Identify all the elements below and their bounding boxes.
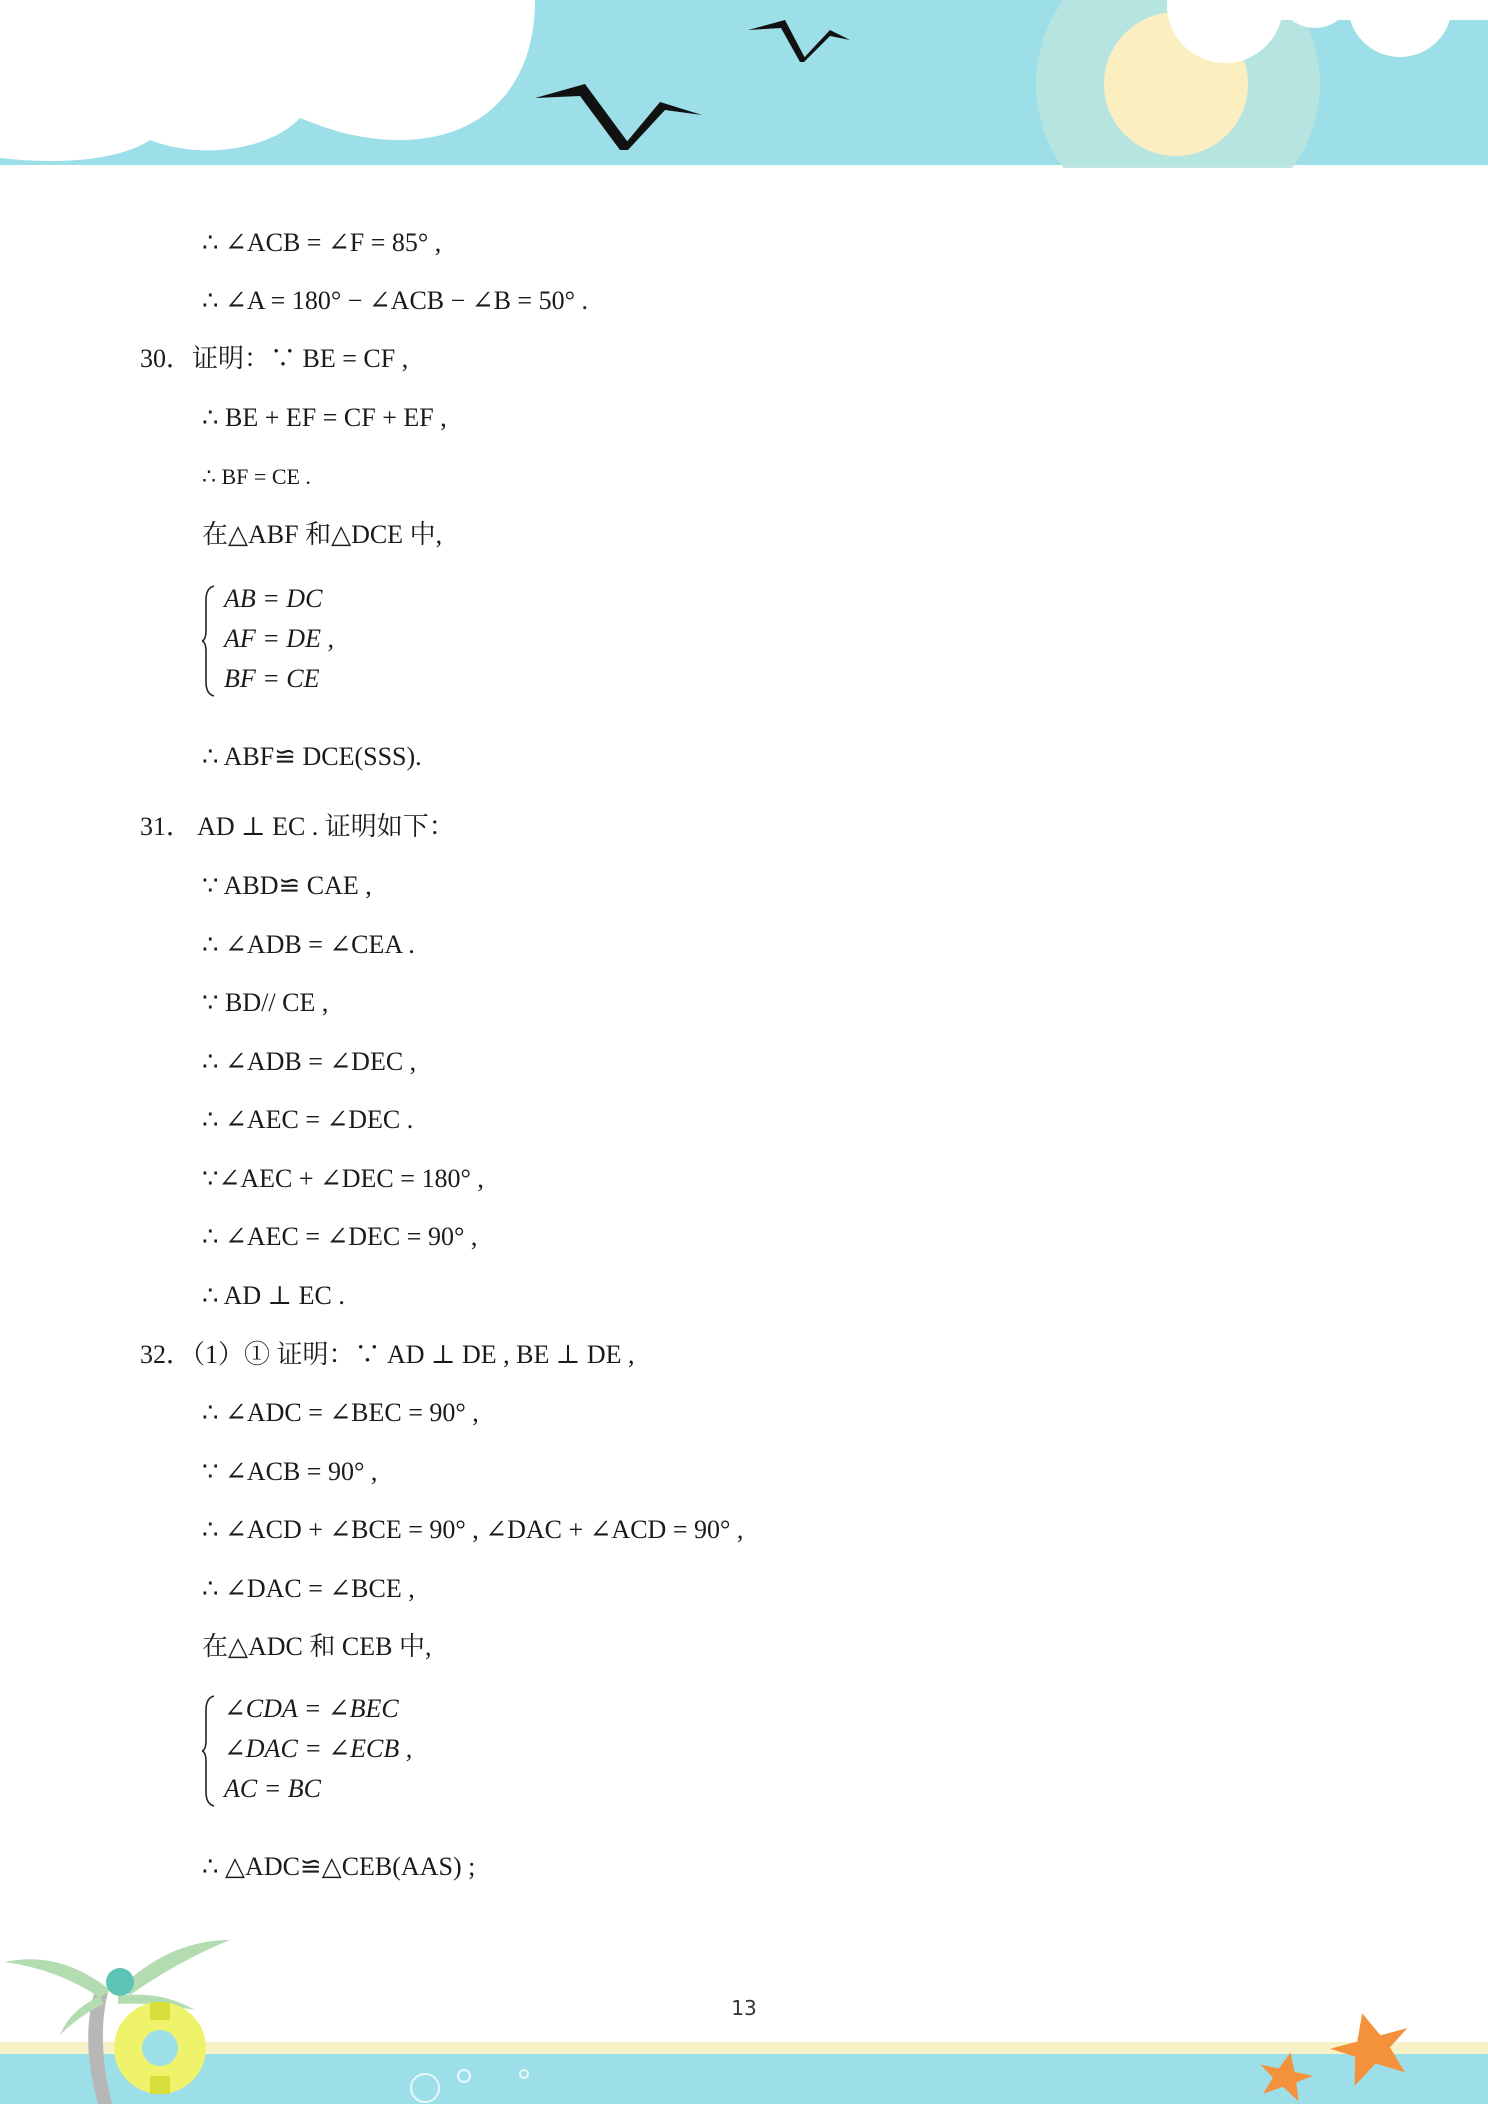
line-11: ∵ BD// CE , <box>202 988 329 1017</box>
equation-system-1 <box>202 582 402 700</box>
line-18: ∴ ∠ADC = ∠BEC = 90° , <box>202 1398 479 1427</box>
line-16: ∴ AD ⊥ EC . <box>202 1281 345 1310</box>
question-32: 32．（1）① 证明：∵ AD ⊥ DE , BE ⊥ DE , <box>140 1340 635 1369</box>
line-2: ∴ ∠A = 180° − ∠ACB − ∠B = 50° . <box>202 286 588 315</box>
question-31: 31． AD ⊥ EC . 证明如下： <box>140 812 455 841</box>
question-30: 30．证明：∵ BE = CF , <box>140 344 409 373</box>
line-23: ∴ △ADC≌△CEB(AAS) ; <box>202 1852 476 1881</box>
system2-row-2: ∠DAC = ∠ECB , <box>224 1734 413 1763</box>
system1-row-2: AF = DE , <box>224 624 334 653</box>
line-9: ∵ ABD≌ CAE , <box>202 871 372 900</box>
system2-row-3: AC = BC <box>224 1774 321 1803</box>
line-13: ∴ ∠AEC = ∠DEC . <box>202 1105 414 1134</box>
line-10: ∴ ∠ADB = ∠CEA . <box>202 930 415 959</box>
line-15: ∴ ∠AEC = ∠DEC = 90° , <box>202 1222 478 1251</box>
line-6: 在△ABF 和△DCE 中, <box>202 520 443 549</box>
system1-row-3: BF = CE <box>224 664 320 693</box>
line-22: 在△ADC 和 CEB 中, <box>202 1632 432 1661</box>
line-1: ∴ ∠ACB = ∠F = 85° , <box>202 228 442 257</box>
left-brace-icon <box>202 582 218 700</box>
left-brace-icon <box>202 1692 218 1810</box>
page-number: 13 <box>731 1996 757 2020</box>
line-20: ∴ ∠ACD + ∠BCE = 90° , ∠DAC + ∠ACD = 90° , <box>202 1515 744 1544</box>
system1-row-1: AB = DC <box>224 584 323 613</box>
line-19: ∵ ∠ACB = 90° , <box>202 1457 378 1486</box>
line-4: ∴ BE + EF = CF + EF , <box>202 403 447 432</box>
line-21: ∴ ∠DAC = ∠BCE , <box>202 1574 415 1603</box>
line-5: ∴ BF = CE . <box>202 464 311 489</box>
equation-system-2 <box>202 1692 442 1810</box>
line-12: ∴ ∠ADB = ∠DEC , <box>202 1047 417 1076</box>
line-14: ∵∠AEC + ∠DEC = 180° , <box>202 1164 484 1193</box>
line-7: ∴ ABF≌ DCE(SSS). <box>202 742 422 771</box>
system2-row-1: ∠CDA = ∠BEC <box>224 1694 399 1723</box>
